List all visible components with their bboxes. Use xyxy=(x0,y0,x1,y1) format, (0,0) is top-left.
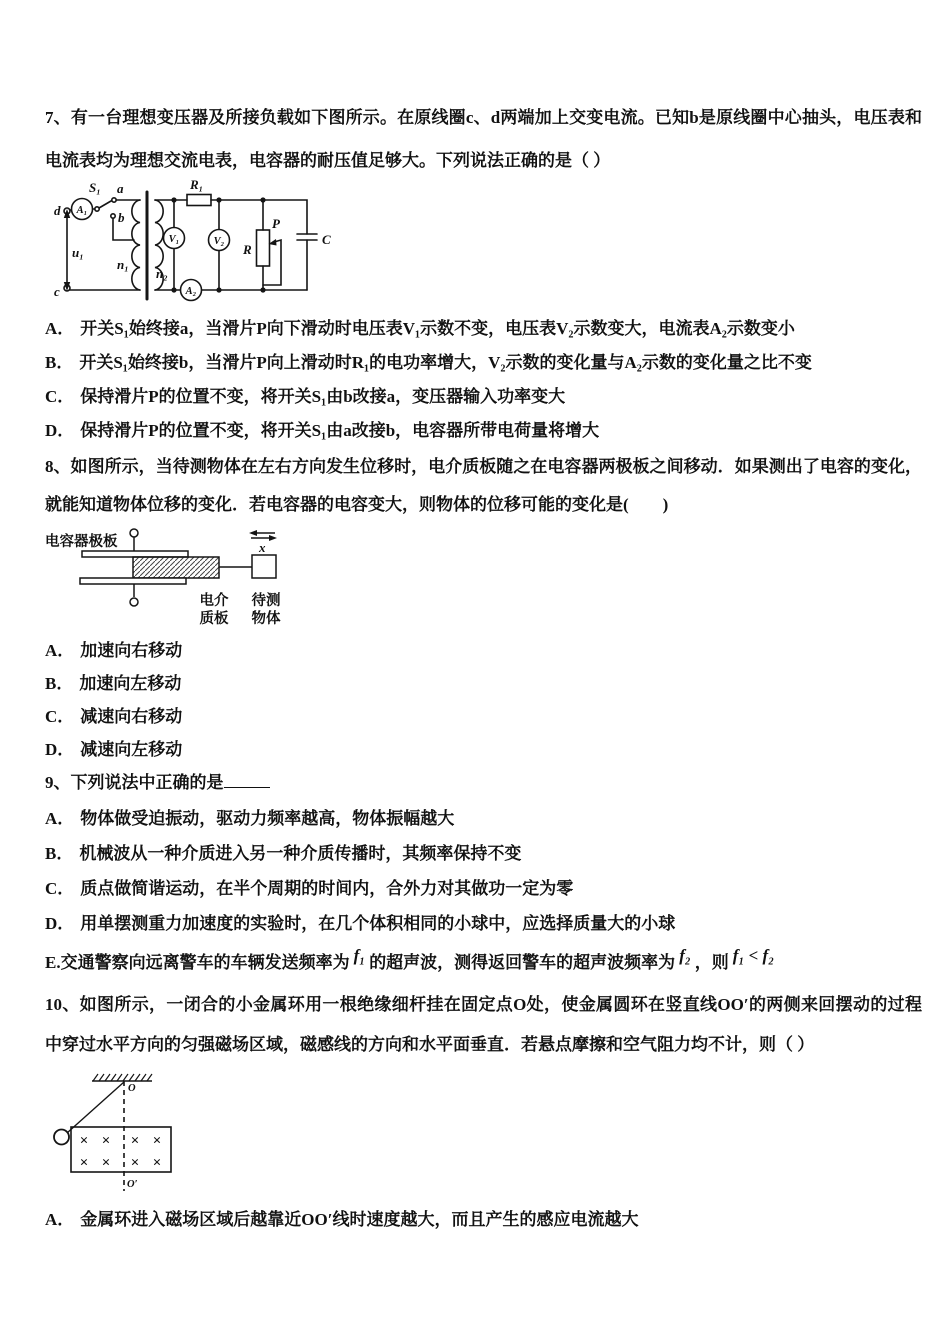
option-label: C． xyxy=(45,879,75,898)
option-text: 保持滑片P的位置不变，将开关S₁由a改接b，电容器所带电荷量将增大 xyxy=(80,421,600,440)
option-label: B． xyxy=(45,844,74,863)
field-cross: × xyxy=(79,1155,89,1171)
label-R: R xyxy=(243,242,252,257)
meter-A2: A₂ xyxy=(185,286,197,297)
field-cross: × xyxy=(101,1133,111,1149)
option-text: 用单摆测重力加速度的实验时，在几个体积相同的小球中，应选择质量大的小球 xyxy=(80,914,676,933)
option-e-then: ，则 xyxy=(694,953,729,972)
option-row xyxy=(45,700,922,733)
option-text: 机械波从一种介质进入另一种介质传播时，其频率保持不变 xyxy=(79,844,522,863)
pendulum-magnetic-field-figure xyxy=(51,1067,183,1199)
option-text: 质点做简谐运动，在半个周期的时间内，合外力对其做功一定为零 xyxy=(80,879,574,898)
label-dielectric-2: 质板 xyxy=(199,611,229,627)
option-label: A． xyxy=(45,1210,75,1229)
frequency-f2: f₂ xyxy=(679,946,691,965)
option-label: D． xyxy=(45,421,75,440)
option-text: 减速向左移动 xyxy=(80,740,183,759)
transformer-circuit-figure xyxy=(45,178,351,310)
label-n2: n₂ xyxy=(156,266,168,281)
option-row xyxy=(45,380,922,414)
option-row xyxy=(45,414,922,448)
frequency-f1: f₁ xyxy=(353,946,366,965)
question-7-stem: 7、有一台理想变压器及所接负载如下图所示。在原线圈c、d两端加上交变电流。已知b是原线圈中心抽头，电压表和电流表均为理想交流电表，电容器的耐压值足够大。下列说法正确的是（ ） xyxy=(45,108,922,170)
field-cross: × xyxy=(130,1155,140,1171)
option-label: A． xyxy=(45,641,75,660)
field-cross: × xyxy=(101,1155,111,1171)
option-label: B． xyxy=(45,353,74,372)
option-text: 物体做受迫振动，驱动力频率越高，物体振幅越大 xyxy=(80,809,455,828)
option-row xyxy=(45,1203,922,1237)
option-row-e xyxy=(45,941,922,985)
option-row xyxy=(45,733,922,766)
question-9-stem-text: 9、下列说法中正确的是 xyxy=(45,773,224,792)
option-label: A． xyxy=(45,809,75,828)
label-b: b xyxy=(118,210,125,225)
option-text: 加速向左移动 xyxy=(79,674,182,693)
option-row xyxy=(45,346,922,380)
option-row xyxy=(45,667,922,700)
label-object-2: 物体 xyxy=(251,611,281,627)
option-text: 金属环进入磁场区域后越靠近OO′线时速度越大，而且产生的感应电流越大 xyxy=(80,1210,639,1229)
label-object-1: 待测 xyxy=(251,593,281,609)
option-text: 开关S₁始终接b，当滑片P向上滑动时R₁的电功率增大，V₂示数的变化量与A₂示数的变化量之比不变 xyxy=(79,353,812,372)
meter-A1: A₁ xyxy=(76,205,88,216)
option-label: A． xyxy=(45,319,75,338)
option-label: D． xyxy=(45,740,75,759)
label-O-prime: O′ xyxy=(127,1179,138,1190)
label-P: P xyxy=(272,216,280,231)
question-8-options xyxy=(45,634,922,766)
option-label: C． xyxy=(45,707,75,726)
option-label: D． xyxy=(45,914,75,933)
label-x: x xyxy=(259,540,266,555)
question-9-options xyxy=(45,801,922,941)
label-dielectric-1: 电介 xyxy=(199,593,229,609)
label-n1: n₁ xyxy=(117,257,129,272)
label-capacitor-plates: 电容器极板 xyxy=(45,534,118,550)
field-cross: × xyxy=(152,1155,162,1171)
option-e-prefix: E.交通警察向远离警车的车辆发送频率为 xyxy=(45,953,350,972)
option-row xyxy=(45,801,922,836)
label-R1: R₁ xyxy=(190,178,204,192)
option-text: 减速向右移动 xyxy=(80,707,183,726)
label-O: O xyxy=(128,1083,136,1094)
option-row xyxy=(45,634,922,667)
field-cross: × xyxy=(79,1133,89,1149)
field-cross: × xyxy=(152,1133,162,1149)
field-cross: × xyxy=(130,1133,140,1149)
option-e-mid: 的超声波，测得返回警车的超声波频率为 xyxy=(369,953,676,972)
label-c: c xyxy=(54,284,60,299)
option-text: 加速向右移动 xyxy=(80,641,183,660)
option-label: B． xyxy=(45,674,74,693)
option-row xyxy=(45,871,922,906)
question-8-stem: 8、如图所示，当待测物体在左右方向发生位移时，电介质板随之在电容器两极板之间移动．如果测出了电容的变化，就能知道物体位移的变化．若电容器的电容变大，则物体的位移可能的变化是( ) xyxy=(45,457,922,514)
label-C: C xyxy=(322,232,331,247)
meter-V2: V₂ xyxy=(213,236,225,247)
option-text: 保持滑片P的位置不变，将开关S₁由b改接a，变压器输入功率变大 xyxy=(80,387,566,406)
frequency-inequality: f₁ < f₂ xyxy=(732,946,775,965)
capacitor-sensor-figure xyxy=(45,526,297,632)
question-10-stem: 10、如图所示，一闭合的小金属环用一根绝缘细杆挂在固定点O处，使金属圆环在竖直线OO′的两侧来回摆动的过程中穿过水平方向的匀强磁场区域，磁感线的方向和水平面垂直．若悬点摩擦和空气阻力均不计，则（ ） xyxy=(45,995,922,1054)
label-u1: u₁ xyxy=(72,245,84,260)
meter-V1: V₁ xyxy=(168,234,180,245)
label-a: a xyxy=(117,181,124,196)
answer-blank xyxy=(224,773,270,788)
option-row xyxy=(45,836,922,871)
question-7-options xyxy=(45,312,922,448)
question-9-stem xyxy=(45,766,922,799)
option-row xyxy=(45,906,922,941)
option-text: 开关S₁始终接a，当滑片P向下滑动时电压表V₁示数不变，电压表V₂示数变大，电流表A₂示数变小 xyxy=(80,319,795,338)
option-row xyxy=(45,312,922,346)
option-label: C． xyxy=(45,387,75,406)
label-S1: S₁ xyxy=(89,180,101,195)
label-d: d xyxy=(54,203,61,218)
